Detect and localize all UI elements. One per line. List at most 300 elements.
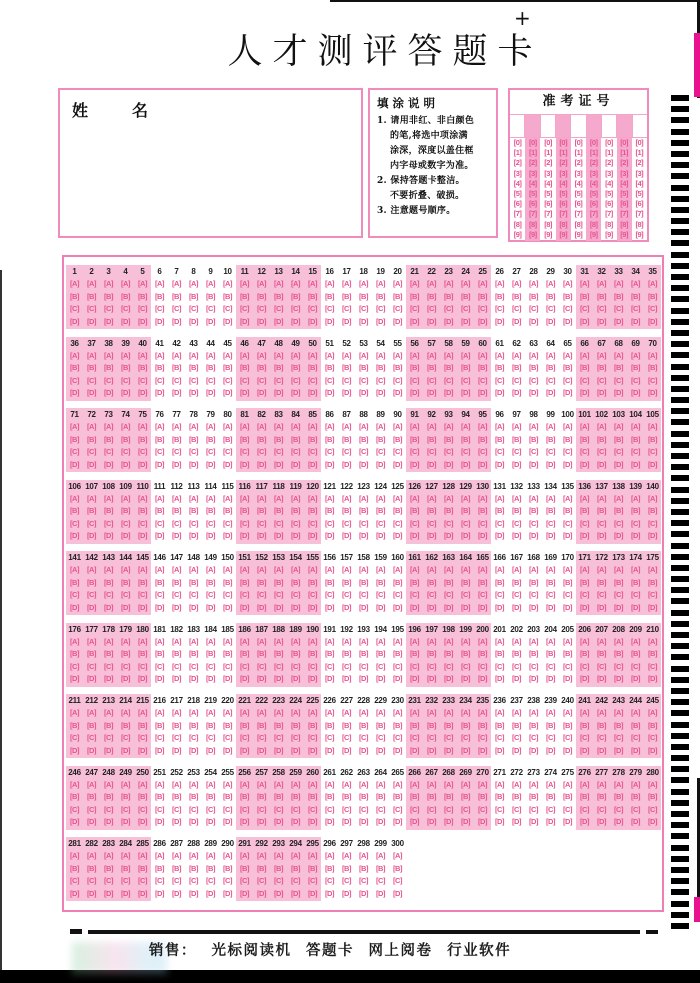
ticket-blank-cell[interactable] — [587, 115, 602, 137]
option-bubble-B[interactable]: [B] — [597, 577, 606, 587]
option-bubble-C[interactable]: [C] — [87, 733, 96, 742]
option-bubble-A[interactable]: [A] — [308, 422, 317, 431]
option-bubble-D[interactable]: [D] — [376, 388, 385, 397]
ticket-digit-bubble-1[interactable]: [1] — [620, 148, 628, 158]
option-bubble-B[interactable]: [B] — [138, 792, 147, 801]
option-bubble-A[interactable]: [A] — [189, 279, 198, 288]
option-bubble-A[interactable]: [A] — [631, 350, 640, 360]
option-bubble-A[interactable]: [A] — [206, 636, 215, 646]
ticket-digit-bubble-2[interactable]: [2] — [605, 158, 613, 168]
option-bubble-B[interactable]: [B] — [155, 577, 164, 587]
option-bubble-A[interactable]: [A] — [274, 493, 283, 503]
option-bubble-D[interactable]: [D] — [359, 531, 368, 540]
option-bubble-B[interactable]: [B] — [580, 720, 589, 730]
option-bubble-D[interactable]: [D] — [308, 888, 317, 898]
ticket-blank-cell[interactable] — [510, 115, 525, 137]
option-bubble-B[interactable]: [B] — [104, 649, 113, 658]
option-bubble-A[interactable]: [A] — [172, 565, 181, 574]
option-bubble-A[interactable]: [A] — [121, 350, 130, 360]
option-bubble-B[interactable]: [B] — [580, 506, 589, 515]
option-bubble-B[interactable]: [B] — [155, 506, 164, 515]
option-bubble-C[interactable]: [C] — [393, 733, 402, 742]
option-bubble-C[interactable]: [C] — [257, 733, 266, 742]
option-bubble-B[interactable]: [B] — [308, 720, 317, 730]
option-bubble-D[interactable]: [D] — [274, 674, 283, 683]
option-bubble-D[interactable]: [D] — [155, 745, 164, 755]
ticket-digit-bubble-6[interactable]: [6] — [513, 199, 522, 209]
option-bubble-D[interactable]: [D] — [393, 602, 402, 612]
option-bubble-B[interactable]: [B] — [257, 291, 266, 301]
option-bubble-B[interactable]: [B] — [359, 291, 368, 301]
option-bubble-A[interactable]: [A] — [138, 422, 147, 431]
option-bubble-A[interactable]: [A] — [206, 350, 215, 360]
option-bubble-B[interactable]: [B] — [291, 434, 300, 444]
option-bubble-D[interactable]: [D] — [189, 388, 198, 397]
option-bubble-D[interactable]: [D] — [172, 888, 181, 898]
option-bubble-B[interactable]: [B] — [444, 506, 453, 515]
option-bubble-D[interactable]: [D] — [87, 531, 96, 540]
option-bubble-A[interactable]: [A] — [461, 565, 470, 574]
option-bubble-B[interactable]: [B] — [461, 792, 470, 801]
option-bubble-A[interactable]: [A] — [138, 565, 147, 574]
option-bubble-A[interactable]: [A] — [444, 708, 453, 717]
ticket-digit-bubble-3[interactable]: [3] — [574, 168, 583, 178]
option-bubble-D[interactable]: [D] — [461, 388, 470, 397]
option-bubble-C[interactable]: [C] — [189, 375, 198, 385]
option-bubble-C[interactable]: [C] — [614, 304, 623, 313]
option-bubble-A[interactable]: [A] — [444, 493, 453, 503]
option-bubble-C[interactable]: [C] — [393, 304, 402, 313]
option-bubble-B[interactable]: [B] — [257, 506, 266, 515]
ticket-digit-bubble-1[interactable]: [1] — [589, 148, 598, 158]
option-bubble-A[interactable]: [A] — [155, 279, 164, 288]
option-bubble-D[interactable]: [D] — [478, 531, 487, 540]
option-bubble-C[interactable]: [C] — [121, 876, 130, 885]
option-bubble-A[interactable]: [A] — [648, 422, 657, 431]
option-bubble-B[interactable]: [B] — [529, 506, 538, 515]
option-bubble-D[interactable]: [D] — [546, 602, 555, 612]
option-bubble-B[interactable]: [B] — [223, 434, 232, 444]
ticket-digit-bubble-3[interactable]: [3] — [513, 168, 522, 178]
option-bubble-B[interactable]: [B] — [70, 434, 79, 444]
option-bubble-C[interactable]: [C] — [597, 304, 606, 313]
ticket-digit-bubble-5[interactable]: [5] — [544, 188, 552, 198]
option-bubble-A[interactable]: [A] — [614, 708, 623, 717]
option-bubble-B[interactable]: [B] — [410, 649, 419, 658]
option-bubble-C[interactable]: [C] — [172, 733, 181, 742]
option-bubble-A[interactable]: [A] — [87, 350, 96, 360]
option-bubble-D[interactable]: [D] — [104, 817, 113, 826]
ticket-digit-bubble-5[interactable]: [5] — [513, 188, 522, 198]
option-bubble-A[interactable]: [A] — [495, 708, 504, 717]
option-bubble-B[interactable]: [B] — [580, 434, 589, 444]
option-bubble-B[interactable]: [B] — [580, 649, 589, 658]
option-bubble-A[interactable]: [A] — [274, 565, 283, 574]
option-bubble-B[interactable]: [B] — [614, 720, 623, 730]
option-bubble-B[interactable]: [B] — [257, 434, 266, 444]
option-bubble-C[interactable]: [C] — [274, 447, 283, 456]
option-bubble-B[interactable]: [B] — [189, 720, 198, 730]
option-bubble-C[interactable]: [C] — [155, 304, 164, 313]
option-bubble-A[interactable]: [A] — [325, 708, 334, 717]
option-bubble-B[interactable]: [B] — [563, 577, 572, 587]
option-bubble-A[interactable]: [A] — [427, 350, 436, 360]
option-bubble-D[interactable]: [D] — [648, 602, 657, 612]
option-bubble-C[interactable]: [C] — [240, 876, 249, 885]
option-bubble-D[interactable]: [D] — [308, 602, 317, 612]
option-bubble-A[interactable]: [A] — [427, 708, 436, 717]
option-bubble-C[interactable]: [C] — [291, 304, 300, 313]
option-bubble-B[interactable]: [B] — [291, 506, 300, 515]
option-bubble-A[interactable]: [A] — [240, 851, 249, 860]
option-bubble-A[interactable]: [A] — [648, 279, 657, 288]
option-bubble-A[interactable]: [A] — [172, 350, 181, 360]
ticket-digit-bubble-7[interactable]: [7] — [605, 209, 613, 219]
option-bubble-D[interactable]: [D] — [121, 388, 130, 397]
option-bubble-C[interactable]: [C] — [512, 804, 521, 814]
option-bubble-B[interactable]: [B] — [631, 291, 640, 301]
option-bubble-C[interactable]: [C] — [631, 447, 640, 456]
option-bubble-B[interactable]: [B] — [529, 291, 538, 301]
option-bubble-B[interactable]: [B] — [342, 291, 351, 301]
option-bubble-A[interactable]: [A] — [444, 636, 453, 646]
option-bubble-C[interactable]: [C] — [155, 661, 164, 671]
option-bubble-C[interactable]: [C] — [648, 304, 657, 313]
option-bubble-D[interactable]: [D] — [240, 459, 249, 469]
option-bubble-D[interactable]: [D] — [104, 674, 113, 683]
option-bubble-B[interactable]: [B] — [104, 434, 113, 444]
option-bubble-D[interactable]: [D] — [155, 888, 164, 898]
option-bubble-C[interactable]: [C] — [410, 661, 419, 671]
option-bubble-D[interactable]: [D] — [529, 674, 538, 683]
option-bubble-B[interactable]: [B] — [597, 434, 606, 444]
option-bubble-A[interactable]: [A] — [631, 493, 640, 503]
ticket-digit-bubble-7[interactable]: [7] — [620, 209, 628, 219]
option-bubble-B[interactable]: [B] — [529, 434, 538, 444]
option-bubble-C[interactable]: [C] — [342, 733, 351, 742]
option-bubble-C[interactable]: [C] — [121, 304, 130, 313]
option-bubble-D[interactable]: [D] — [257, 602, 266, 612]
option-bubble-C[interactable]: [C] — [410, 590, 419, 599]
option-bubble-B[interactable]: [B] — [563, 649, 572, 658]
option-bubble-B[interactable]: [B] — [104, 291, 113, 301]
option-bubble-B[interactable]: [B] — [240, 506, 249, 515]
option-bubble-C[interactable]: [C] — [223, 447, 232, 456]
option-bubble-D[interactable]: [D] — [274, 531, 283, 540]
option-bubble-D[interactable]: [D] — [376, 602, 385, 612]
option-bubble-B[interactable]: [B] — [495, 649, 504, 658]
option-bubble-D[interactable]: [D] — [512, 674, 521, 683]
option-bubble-A[interactable]: [A] — [597, 350, 606, 360]
option-bubble-C[interactable]: [C] — [359, 447, 368, 456]
option-bubble-B[interactable]: [B] — [274, 291, 283, 301]
option-bubble-B[interactable]: [B] — [274, 649, 283, 658]
option-bubble-D[interactable]: [D] — [546, 459, 555, 469]
option-bubble-B[interactable]: [B] — [614, 363, 623, 372]
option-bubble-B[interactable]: [B] — [614, 506, 623, 515]
option-bubble-D[interactable]: [D] — [495, 602, 504, 612]
option-bubble-A[interactable]: [A] — [325, 422, 334, 431]
option-bubble-D[interactable]: [D] — [563, 459, 572, 469]
option-bubble-A[interactable]: [A] — [529, 493, 538, 503]
ticket-digit-bubble-4[interactable]: [4] — [589, 178, 598, 188]
option-bubble-C[interactable]: [C] — [427, 804, 436, 814]
option-bubble-A[interactable]: [A] — [444, 565, 453, 574]
option-bubble-C[interactable]: [C] — [223, 661, 232, 671]
option-bubble-A[interactable]: [A] — [512, 350, 521, 360]
option-bubble-C[interactable]: [C] — [121, 447, 130, 456]
option-bubble-C[interactable]: [C] — [512, 518, 521, 528]
option-bubble-D[interactable]: [D] — [189, 888, 198, 898]
ticket-digit-bubble-1[interactable]: [1] — [544, 148, 552, 158]
option-bubble-B[interactable]: [B] — [580, 577, 589, 587]
option-bubble-C[interactable]: [C] — [376, 304, 385, 313]
option-bubble-D[interactable]: [D] — [580, 531, 589, 540]
option-bubble-B[interactable]: [B] — [342, 863, 351, 873]
option-bubble-A[interactable]: [A] — [274, 350, 283, 360]
option-bubble-B[interactable]: [B] — [240, 363, 249, 372]
option-bubble-B[interactable]: [B] — [410, 506, 419, 515]
option-bubble-C[interactable]: [C] — [478, 733, 487, 742]
option-bubble-A[interactable]: [A] — [257, 636, 266, 646]
option-bubble-B[interactable]: [B] — [325, 649, 334, 658]
option-bubble-D[interactable]: [D] — [223, 817, 232, 826]
option-bubble-D[interactable]: [D] — [529, 602, 538, 612]
option-bubble-D[interactable]: [D] — [206, 888, 215, 898]
option-bubble-A[interactable]: [A] — [529, 279, 538, 288]
option-bubble-C[interactable]: [C] — [172, 518, 181, 528]
option-bubble-B[interactable]: [B] — [631, 577, 640, 587]
option-bubble-A[interactable]: [A] — [359, 350, 368, 360]
option-bubble-A[interactable]: [A] — [376, 350, 385, 360]
option-bubble-B[interactable]: [B] — [478, 506, 487, 515]
option-bubble-D[interactable]: [D] — [121, 674, 130, 683]
option-bubble-A[interactable]: [A] — [512, 279, 521, 288]
option-bubble-C[interactable]: [C] — [529, 733, 538, 742]
ticket-digit-bubble-5[interactable]: [5] — [620, 188, 628, 198]
option-bubble-A[interactable]: [A] — [376, 422, 385, 431]
option-bubble-A[interactable]: [A] — [376, 851, 385, 860]
option-bubble-A[interactable]: [A] — [240, 779, 249, 789]
option-bubble-B[interactable]: [B] — [155, 649, 164, 658]
option-bubble-C[interactable]: [C] — [240, 733, 249, 742]
option-bubble-D[interactable]: [D] — [325, 817, 334, 826]
option-bubble-C[interactable]: [C] — [427, 590, 436, 599]
option-bubble-D[interactable]: [D] — [291, 388, 300, 397]
ticket-digit-bubble-9[interactable]: [9] — [559, 229, 568, 239]
option-bubble-A[interactable]: [A] — [495, 779, 504, 789]
option-bubble-A[interactable]: [A] — [189, 636, 198, 646]
option-bubble-B[interactable]: [B] — [257, 577, 266, 587]
option-bubble-C[interactable]: [C] — [546, 518, 555, 528]
option-bubble-B[interactable]: [B] — [274, 434, 283, 444]
option-bubble-D[interactable]: [D] — [597, 388, 606, 397]
option-bubble-C[interactable]: [C] — [359, 375, 368, 385]
option-bubble-D[interactable]: [D] — [87, 745, 96, 755]
option-bubble-B[interactable]: [B] — [478, 291, 487, 301]
option-bubble-D[interactable]: [D] — [274, 888, 283, 898]
option-bubble-A[interactable]: [A] — [274, 708, 283, 717]
option-bubble-D[interactable]: [D] — [342, 745, 351, 755]
option-bubble-D[interactable]: [D] — [274, 388, 283, 397]
option-bubble-D[interactable]: [D] — [240, 602, 249, 612]
option-bubble-B[interactable]: [B] — [325, 506, 334, 515]
ticket-digit-bubble-2[interactable]: [2] — [513, 158, 522, 168]
option-bubble-C[interactable]: [C] — [240, 661, 249, 671]
option-bubble-C[interactable]: [C] — [427, 447, 436, 456]
option-bubble-C[interactable]: [C] — [461, 304, 470, 313]
option-bubble-A[interactable]: [A] — [104, 565, 113, 574]
option-bubble-C[interactable]: [C] — [308, 661, 317, 671]
ticket-digit-bubble-8[interactable]: [8] — [544, 219, 552, 229]
option-bubble-A[interactable]: [A] — [410, 708, 419, 717]
option-bubble-C[interactable]: [C] — [478, 375, 487, 385]
option-bubble-A[interactable]: [A] — [444, 422, 453, 431]
option-bubble-C[interactable]: [C] — [308, 518, 317, 528]
option-bubble-C[interactable]: [C] — [597, 661, 606, 671]
option-bubble-A[interactable]: [A] — [87, 779, 96, 789]
ticket-digit-bubble-3[interactable]: [3] — [528, 168, 537, 178]
option-bubble-B[interactable]: [B] — [410, 434, 419, 444]
option-bubble-D[interactable]: [D] — [546, 388, 555, 397]
option-bubble-A[interactable]: [A] — [223, 350, 232, 360]
option-bubble-D[interactable]: [D] — [87, 316, 96, 326]
option-bubble-C[interactable]: [C] — [223, 375, 232, 385]
option-bubble-D[interactable]: [D] — [87, 459, 96, 469]
option-bubble-B[interactable]: [B] — [172, 792, 181, 801]
option-bubble-A[interactable]: [A] — [529, 422, 538, 431]
option-bubble-B[interactable]: [B] — [206, 506, 215, 515]
option-bubble-C[interactable]: [C] — [70, 518, 79, 528]
option-bubble-A[interactable]: [A] — [257, 708, 266, 717]
ticket-digit-bubble-2[interactable]: [2] — [544, 158, 552, 168]
option-bubble-C[interactable]: [C] — [444, 733, 453, 742]
option-bubble-B[interactable]: [B] — [614, 792, 623, 801]
option-bubble-D[interactable]: [D] — [478, 459, 487, 469]
option-bubble-B[interactable]: [B] — [410, 720, 419, 730]
option-bubble-A[interactable]: [A] — [393, 779, 402, 789]
option-bubble-C[interactable]: [C] — [223, 304, 232, 313]
ticket-digit-bubble-9[interactable]: [9] — [544, 229, 552, 239]
ticket-digit-bubble-7[interactable]: [7] — [635, 209, 644, 219]
option-bubble-A[interactable]: [A] — [155, 636, 164, 646]
option-bubble-B[interactable]: [B] — [495, 363, 504, 372]
option-bubble-C[interactable]: [C] — [274, 733, 283, 742]
option-bubble-A[interactable]: [A] — [393, 851, 402, 860]
option-bubble-C[interactable]: [C] — [376, 661, 385, 671]
ticket-digit-bubble-8[interactable]: [8] — [559, 219, 568, 229]
option-bubble-A[interactable]: [A] — [614, 279, 623, 288]
option-bubble-D[interactable]: [D] — [512, 531, 521, 540]
option-bubble-D[interactable]: [D] — [461, 745, 470, 755]
option-bubble-D[interactable]: [D] — [70, 602, 79, 612]
option-bubble-D[interactable]: [D] — [189, 602, 198, 612]
option-bubble-C[interactable]: [C] — [359, 661, 368, 671]
option-bubble-D[interactable]: [D] — [495, 817, 504, 826]
option-bubble-A[interactable]: [A] — [410, 493, 419, 503]
option-bubble-A[interactable]: [A] — [512, 493, 521, 503]
option-bubble-C[interactable]: [C] — [631, 375, 640, 385]
option-bubble-D[interactable]: [D] — [631, 745, 640, 755]
option-bubble-C[interactable]: [C] — [138, 590, 147, 599]
ticket-digit-bubble-3[interactable]: [3] — [635, 168, 644, 178]
option-bubble-A[interactable]: [A] — [104, 708, 113, 717]
option-bubble-D[interactable]: [D] — [240, 316, 249, 326]
option-bubble-C[interactable]: [C] — [155, 876, 164, 885]
option-bubble-B[interactable]: [B] — [597, 792, 606, 801]
option-bubble-C[interactable]: [C] — [70, 661, 79, 671]
ticket-digit-bubble-7[interactable]: [7] — [528, 209, 537, 219]
option-bubble-D[interactable]: [D] — [444, 316, 453, 326]
option-bubble-D[interactable]: [D] — [546, 674, 555, 683]
option-bubble-C[interactable]: [C] — [461, 804, 470, 814]
option-bubble-A[interactable]: [A] — [189, 422, 198, 431]
option-bubble-B[interactable]: [B] — [70, 720, 79, 730]
option-bubble-D[interactable]: [D] — [206, 316, 215, 326]
option-bubble-C[interactable]: [C] — [104, 733, 113, 742]
option-bubble-B[interactable]: [B] — [495, 291, 504, 301]
option-bubble-B[interactable]: [B] — [393, 363, 402, 372]
option-bubble-B[interactable]: [B] — [189, 649, 198, 658]
option-bubble-C[interactable]: [C] — [580, 518, 589, 528]
option-bubble-B[interactable]: [B] — [291, 720, 300, 730]
option-bubble-A[interactable]: [A] — [138, 279, 147, 288]
option-bubble-A[interactable]: [A] — [70, 350, 79, 360]
ticket-digit-bubble-3[interactable]: [3] — [559, 168, 568, 178]
option-bubble-C[interactable]: [C] — [223, 518, 232, 528]
option-bubble-A[interactable]: [A] — [359, 493, 368, 503]
option-bubble-C[interactable]: [C] — [121, 733, 130, 742]
option-bubble-B[interactable]: [B] — [359, 649, 368, 658]
option-bubble-D[interactable]: [D] — [427, 745, 436, 755]
ticket-blank-cell[interactable] — [633, 115, 647, 137]
option-bubble-C[interactable]: [C] — [308, 304, 317, 313]
option-bubble-A[interactable]: [A] — [393, 422, 402, 431]
option-bubble-A[interactable]: [A] — [478, 565, 487, 574]
option-bubble-D[interactable]: [D] — [257, 817, 266, 826]
option-bubble-B[interactable]: [B] — [206, 720, 215, 730]
option-bubble-B[interactable]: [B] — [444, 577, 453, 587]
ticket-digit-bubble-4[interactable]: [4] — [559, 178, 568, 188]
option-bubble-D[interactable]: [D] — [121, 459, 130, 469]
option-bubble-C[interactable]: [C] — [495, 590, 504, 599]
option-bubble-C[interactable]: [C] — [172, 375, 181, 385]
option-bubble-C[interactable]: [C] — [631, 804, 640, 814]
option-bubble-C[interactable]: [C] — [104, 518, 113, 528]
option-bubble-C[interactable]: [C] — [444, 518, 453, 528]
option-bubble-A[interactable]: [A] — [240, 565, 249, 574]
option-bubble-D[interactable]: [D] — [104, 888, 113, 898]
option-bubble-B[interactable]: [B] — [359, 506, 368, 515]
option-bubble-A[interactable]: [A] — [597, 565, 606, 574]
option-bubble-A[interactable]: [A] — [206, 779, 215, 789]
option-bubble-B[interactable]: [B] — [597, 720, 606, 730]
option-bubble-D[interactable]: [D] — [376, 888, 385, 898]
ticket-digit-bubble-3[interactable]: [3] — [544, 168, 552, 178]
option-bubble-D[interactable]: [D] — [631, 316, 640, 326]
option-bubble-B[interactable]: [B] — [631, 506, 640, 515]
option-bubble-A[interactable]: [A] — [563, 279, 572, 288]
option-bubble-B[interactable]: [B] — [631, 434, 640, 444]
option-bubble-C[interactable]: [C] — [308, 876, 317, 885]
option-bubble-D[interactable]: [D] — [648, 316, 657, 326]
option-bubble-B[interactable]: [B] — [257, 792, 266, 801]
option-bubble-B[interactable]: [B] — [597, 363, 606, 372]
option-bubble-D[interactable]: [D] — [291, 531, 300, 540]
option-bubble-C[interactable]: [C] — [87, 661, 96, 671]
option-bubble-B[interactable]: [B] — [87, 434, 96, 444]
option-bubble-A[interactable]: [A] — [478, 636, 487, 646]
